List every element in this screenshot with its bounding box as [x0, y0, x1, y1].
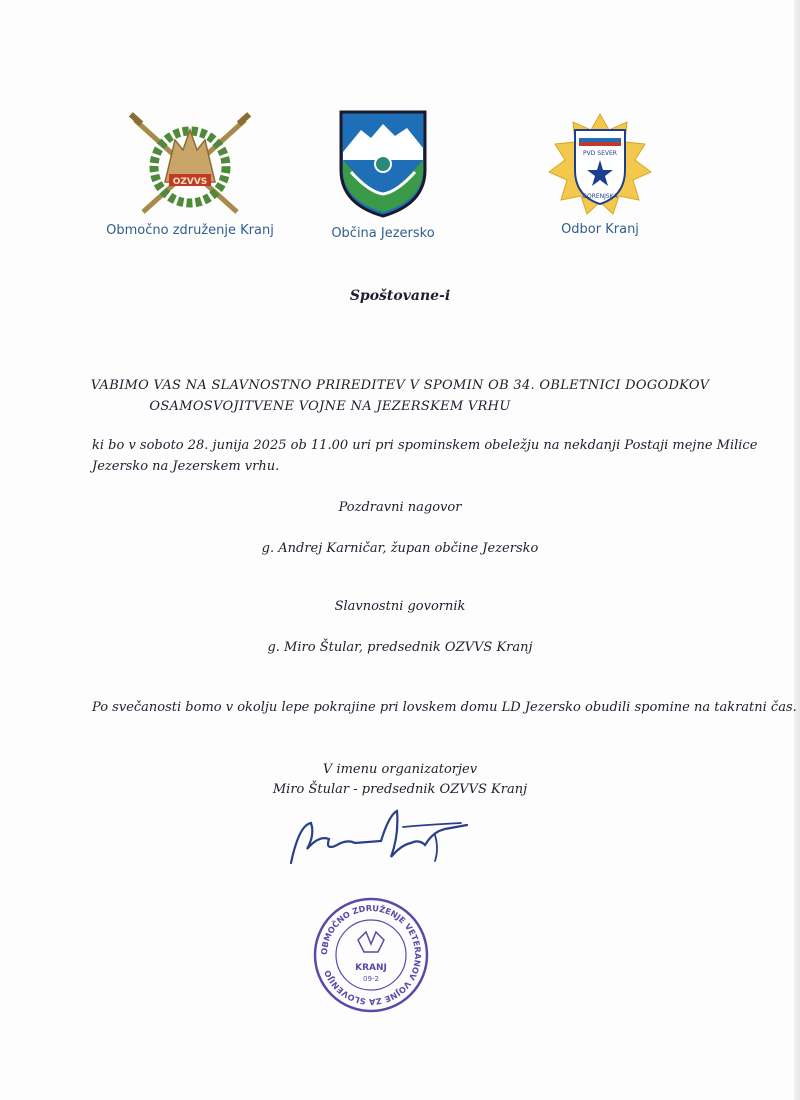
- logo-jezersko: [318, 108, 448, 241]
- logo-caption-ozvvs: Območno združenje Kranj: [106, 223, 274, 238]
- salutation: Spoštovane-i: [349, 288, 451, 304]
- body-line-2: Jezersko na Jezerskem vrhu.: [92, 459, 280, 474]
- greeting-label: Pozdravni nagovor: [338, 500, 462, 515]
- stamp-number: 09-2: [363, 975, 379, 983]
- ozvvs-emblem-icon: [125, 112, 255, 217]
- speaker-person: g. Miro Štular, predsednik OZVVS Kranj: [267, 640, 533, 655]
- logo-caption-pvd-sever: Odbor Kranj: [561, 222, 639, 237]
- body-line-1: ki bo v soboto 28. junija 2025 ob 11.00 uri pri spominskem obeležju na nekdanji Postaji mejne Milice: [92, 438, 758, 453]
- pvd-badge-bottom-label: GORENJSKA: [582, 193, 618, 200]
- official-stamp-icon: [312, 896, 430, 1014]
- logo-caption-jezersko: Občina Jezersko: [331, 226, 435, 241]
- jezersko-coat-of-arms-icon: [337, 108, 429, 220]
- closing-line: Po svečanosti bomo v okolju lepe pokrajine pri lovskem domu LD Jezersko obudili spomine na takratni čas.: [92, 700, 797, 715]
- stamp-ring-text: OBMOČNO ZDRUŽENJE VETERANOV VOJNE ZA SLOVENIJO: [318, 902, 424, 1008]
- ozvvs-emblem-label: OZVVS: [172, 177, 208, 187]
- signoff-line-2: Miro Štular - predsednik OZVVS Kranj: [272, 782, 528, 797]
- signoff-line-1: V imenu organizatorjev: [322, 762, 478, 777]
- stamp-city: KRANJ: [355, 963, 387, 973]
- pvd-sever-badge-icon: [545, 112, 655, 216]
- greeting-person: g. Andrej Karničar, župan občine Jezersko: [261, 541, 539, 556]
- salutation-wrap: [0, 288, 800, 304]
- handwritten-signature: [285, 805, 475, 875]
- logo-pvd-sever: [510, 112, 690, 237]
- pvd-badge-top-label: PVD SEVER: [583, 150, 617, 157]
- logo-ozvvs: [95, 112, 285, 238]
- speaker-label: Slavnostni govornik: [334, 599, 466, 614]
- heading-line-2: OSAMOSVOJITVENE VOJNE NA JEZERSKEM VRHU: [149, 399, 511, 414]
- heading-line-1: VABIMO VAS NA SLAVNOSTNO PRIREDITEV V SPOMIN OB 34. OBLETNICI DOGODKOV: [90, 378, 710, 393]
